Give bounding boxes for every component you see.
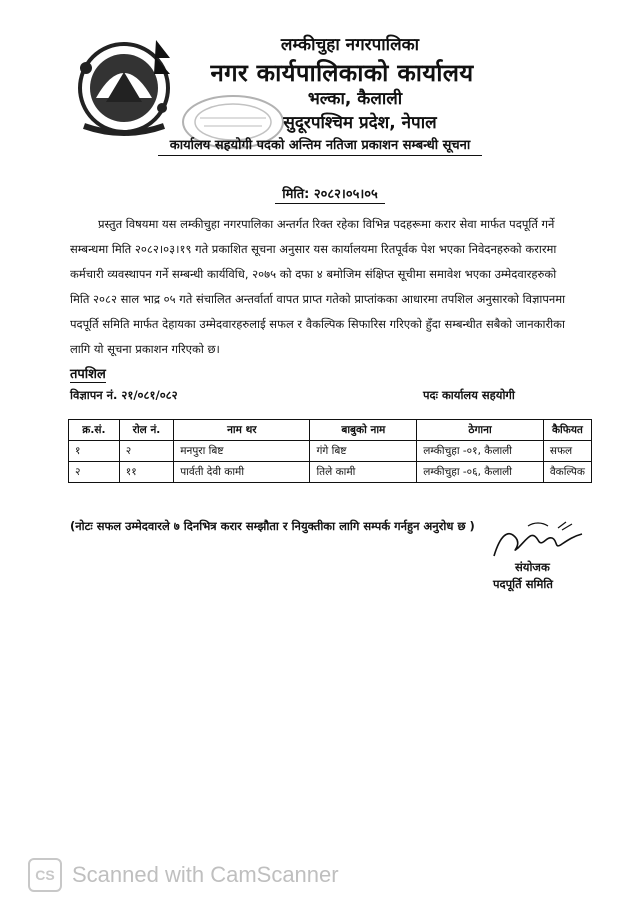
cell-address: लम्कीचुहा -०६, कैलाली	[417, 462, 544, 483]
advertisement-number: विज्ञापन नं. २१/०८१/०८२	[70, 388, 178, 402]
camscanner-logo-icon: CS	[28, 858, 62, 892]
cell-address: लम्कीचुहा -०१, कैलाली	[417, 441, 544, 462]
office-name: नगर कार्यपालिकाको कार्यालय	[210, 59, 474, 87]
scanner-watermark	[28, 858, 339, 892]
body-line: कर्मचारी व्यवस्थापन गर्ने सम्बन्धी कार्यविधि, २०७५ को दफा ४ बमोजिम संक्षिप्त सूचीमा समावेश भएका उम्मेदवारहरुको	[70, 267, 557, 281]
body-line: लागि यो सूचना प्रकाशन गरिएको छ।	[70, 342, 220, 356]
post-name: पदः कार्यालय सहयोगी	[423, 388, 515, 402]
body-line: मिति २०८२ साल भाद्र ०५ गते संचालित अन्तर्वार्ता वापत प्राप्त गतेको प्राप्तांकका आधारमा तपशिल अनुसारको विज्ञापनमा	[70, 292, 566, 306]
body-line: पदपूर्ति समिति मार्फत देहायका उम्मेदवारहरुलाई सफल र वैकल्पिक सिफारिस गरिएको हुँदा सम्बन्धीत सबैको जानकारीका	[70, 317, 565, 331]
col-remarks: कैफियत	[543, 420, 591, 441]
col-address: ठेगाना	[417, 420, 544, 441]
province-name: सुदूरपश्चिम प्रदेश, नेपाल	[283, 113, 437, 133]
government-emblem-icon	[66, 28, 186, 138]
cell-name: मनपुरा बिष्ट	[174, 441, 310, 462]
table-row	[69, 441, 592, 462]
cell-remarks: सफल	[543, 441, 591, 462]
table-header-row	[69, 420, 592, 441]
body-line: सम्बन्धमा मिति २०८२।०३।१९ गते प्रकाशित सूचना अनुसार यस कार्यालयमा रितपूर्वक पेश भएका निवेदनहरुको करारमा	[70, 242, 557, 256]
notice-body	[70, 212, 584, 362]
col-roll: रोल नं.	[119, 420, 174, 441]
table-row	[69, 462, 592, 483]
notice-date: मिति: २०८२।०५।०५	[275, 184, 385, 204]
cell-name: पार्वती देवी कामी	[174, 462, 310, 483]
cell-remarks: वैकल्पिक	[543, 462, 591, 483]
municipality-name: लम्कीचुहा नगरपालिका	[280, 35, 420, 55]
signatory-role: संयोजक	[515, 560, 550, 574]
signature-icon	[488, 518, 588, 564]
cell-roll: ११	[119, 462, 174, 483]
notice-subject: कार्यालय सहयोगी पदको अन्तिम नतिजा प्रकाशन सम्बन्धी सूचना	[158, 135, 482, 156]
cell-father: तिले कामी	[310, 462, 417, 483]
cell-roll: २	[119, 441, 174, 462]
body-line: प्रस्तुत विषयमा यस लम्कीचुहा नगरपालिका अन्तर्गत रिक्त रहेका विभिन्न पदहरूमा करार सेवा मार्फत पदपूर्ति गर्ने	[98, 217, 555, 231]
cell-serial: १	[69, 441, 120, 462]
committee-name: पदपूर्ति समिति	[493, 577, 553, 591]
cell-serial: २	[69, 462, 120, 483]
col-father: बाबुको नाम	[310, 420, 417, 441]
details-heading: तपशिल	[70, 364, 106, 383]
results-table	[68, 419, 592, 483]
col-name: नाम थर	[174, 420, 310, 441]
col-serial: क्र.सं.	[69, 420, 120, 441]
cell-father: गंगे बिष्ट	[310, 441, 417, 462]
watermark-text: Scanned with CamScanner	[72, 862, 339, 887]
notice-note: (नोटः सफल उम्मेदवारले ७ दिनभित्र करार सम्झौता र नियुक्तीका लागि सम्पर्क गर्नहुन अनुरोध छ )	[70, 519, 475, 533]
office-location: भल्का, कैलाली	[307, 89, 403, 109]
